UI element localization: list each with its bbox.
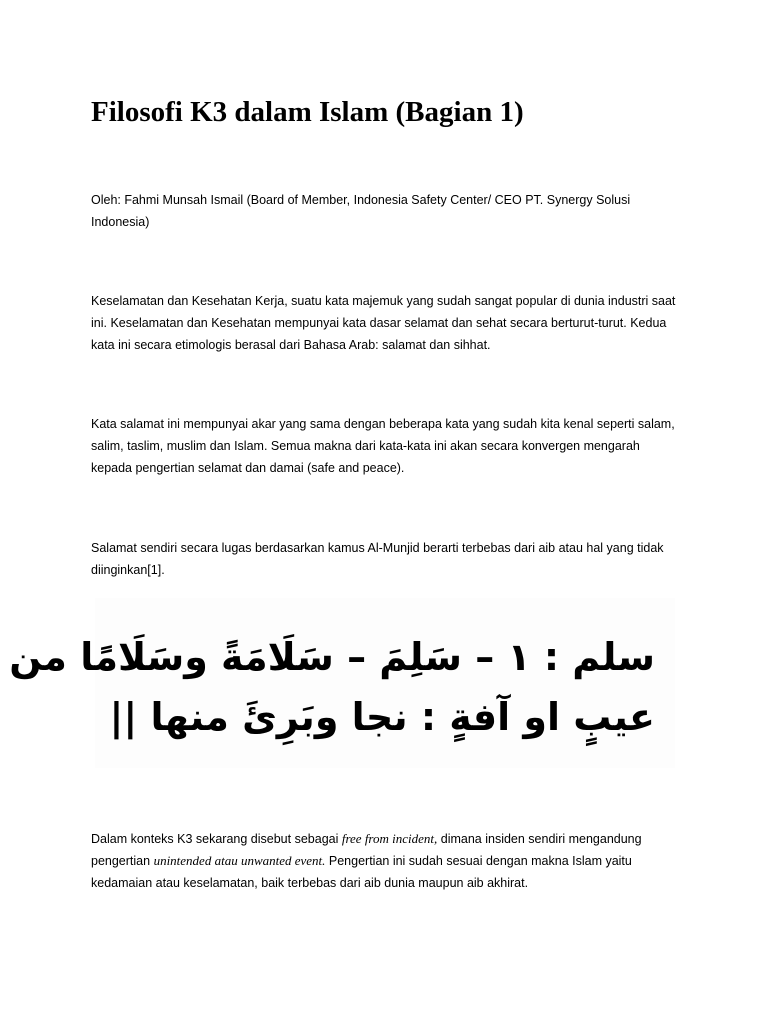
arabic-excerpt-svg	[9, 598, 675, 768]
paragraph-1: Keselamatan dan Kesehatan Kerja, suatu kata majemuk yang sudah sangat popular di dunia industri saat ini. Keselamatan dan Kesehatan mempunyai kata dasar selamat dan sehat secara berturut-turut. Kedua kata ini secara etimologis berasal dari Bahasa Arab: salamat dan sihhat.	[91, 294, 676, 352]
author-line: Oleh: Fahmi Munsah Ismail (Board of Member, Indonesia Safety Center/ CEO PT. Synergy Solusi Indonesia)	[91, 193, 631, 229]
arabic-line-1: سلم : ١ – سَلِمَ – سَلَامَةً وسَلَامًا من	[9, 635, 655, 679]
page-title: Filosofi K3 dalam Islam (Bagian 1)	[91, 96, 524, 128]
paragraph-4-text-1: Dalam konteks K3 sekarang disebut sebagai	[91, 832, 342, 846]
paragraph-2: Kata salamat ini mempunyai akar yang sama dengan beberapa kata yang sudah kita kenal seperti salam, salim, taslim, muslim dan Islam. Semua makna dari kata-kata ini akan secara konvergen mengarah kepada pengertian selamat dan damai (safe and peace).	[91, 417, 675, 475]
paragraph-4-italic-1: free from incident,	[341, 831, 438, 846]
paragraph-4-text-2: dimana insiden sendiri mengandung pengertian	[91, 832, 642, 868]
paragraph-3: Salamat sendiri secara lugas berdasarkan kamus Al-Munjid berarti terbebas dari aib atau hal yang tidak diinginkan[1].	[91, 541, 664, 577]
arabic-dictionary-excerpt-image	[9, 598, 675, 768]
paragraph-4-italic-2: unintended atau unwanted event.	[153, 853, 326, 868]
paragraph-4	[91, 828, 681, 894]
paragraph-4-text-3: Pengertian ini sudah sesuai dengan makna Islam yaitu kedamaian atau keselamatan, baik terbebas dari aib dunia maupun aib akhirat.	[91, 854, 632, 890]
arabic-line-2: عيبٍ او آفةٍ : نجا وبَرِئَ منها ||	[109, 695, 655, 739]
